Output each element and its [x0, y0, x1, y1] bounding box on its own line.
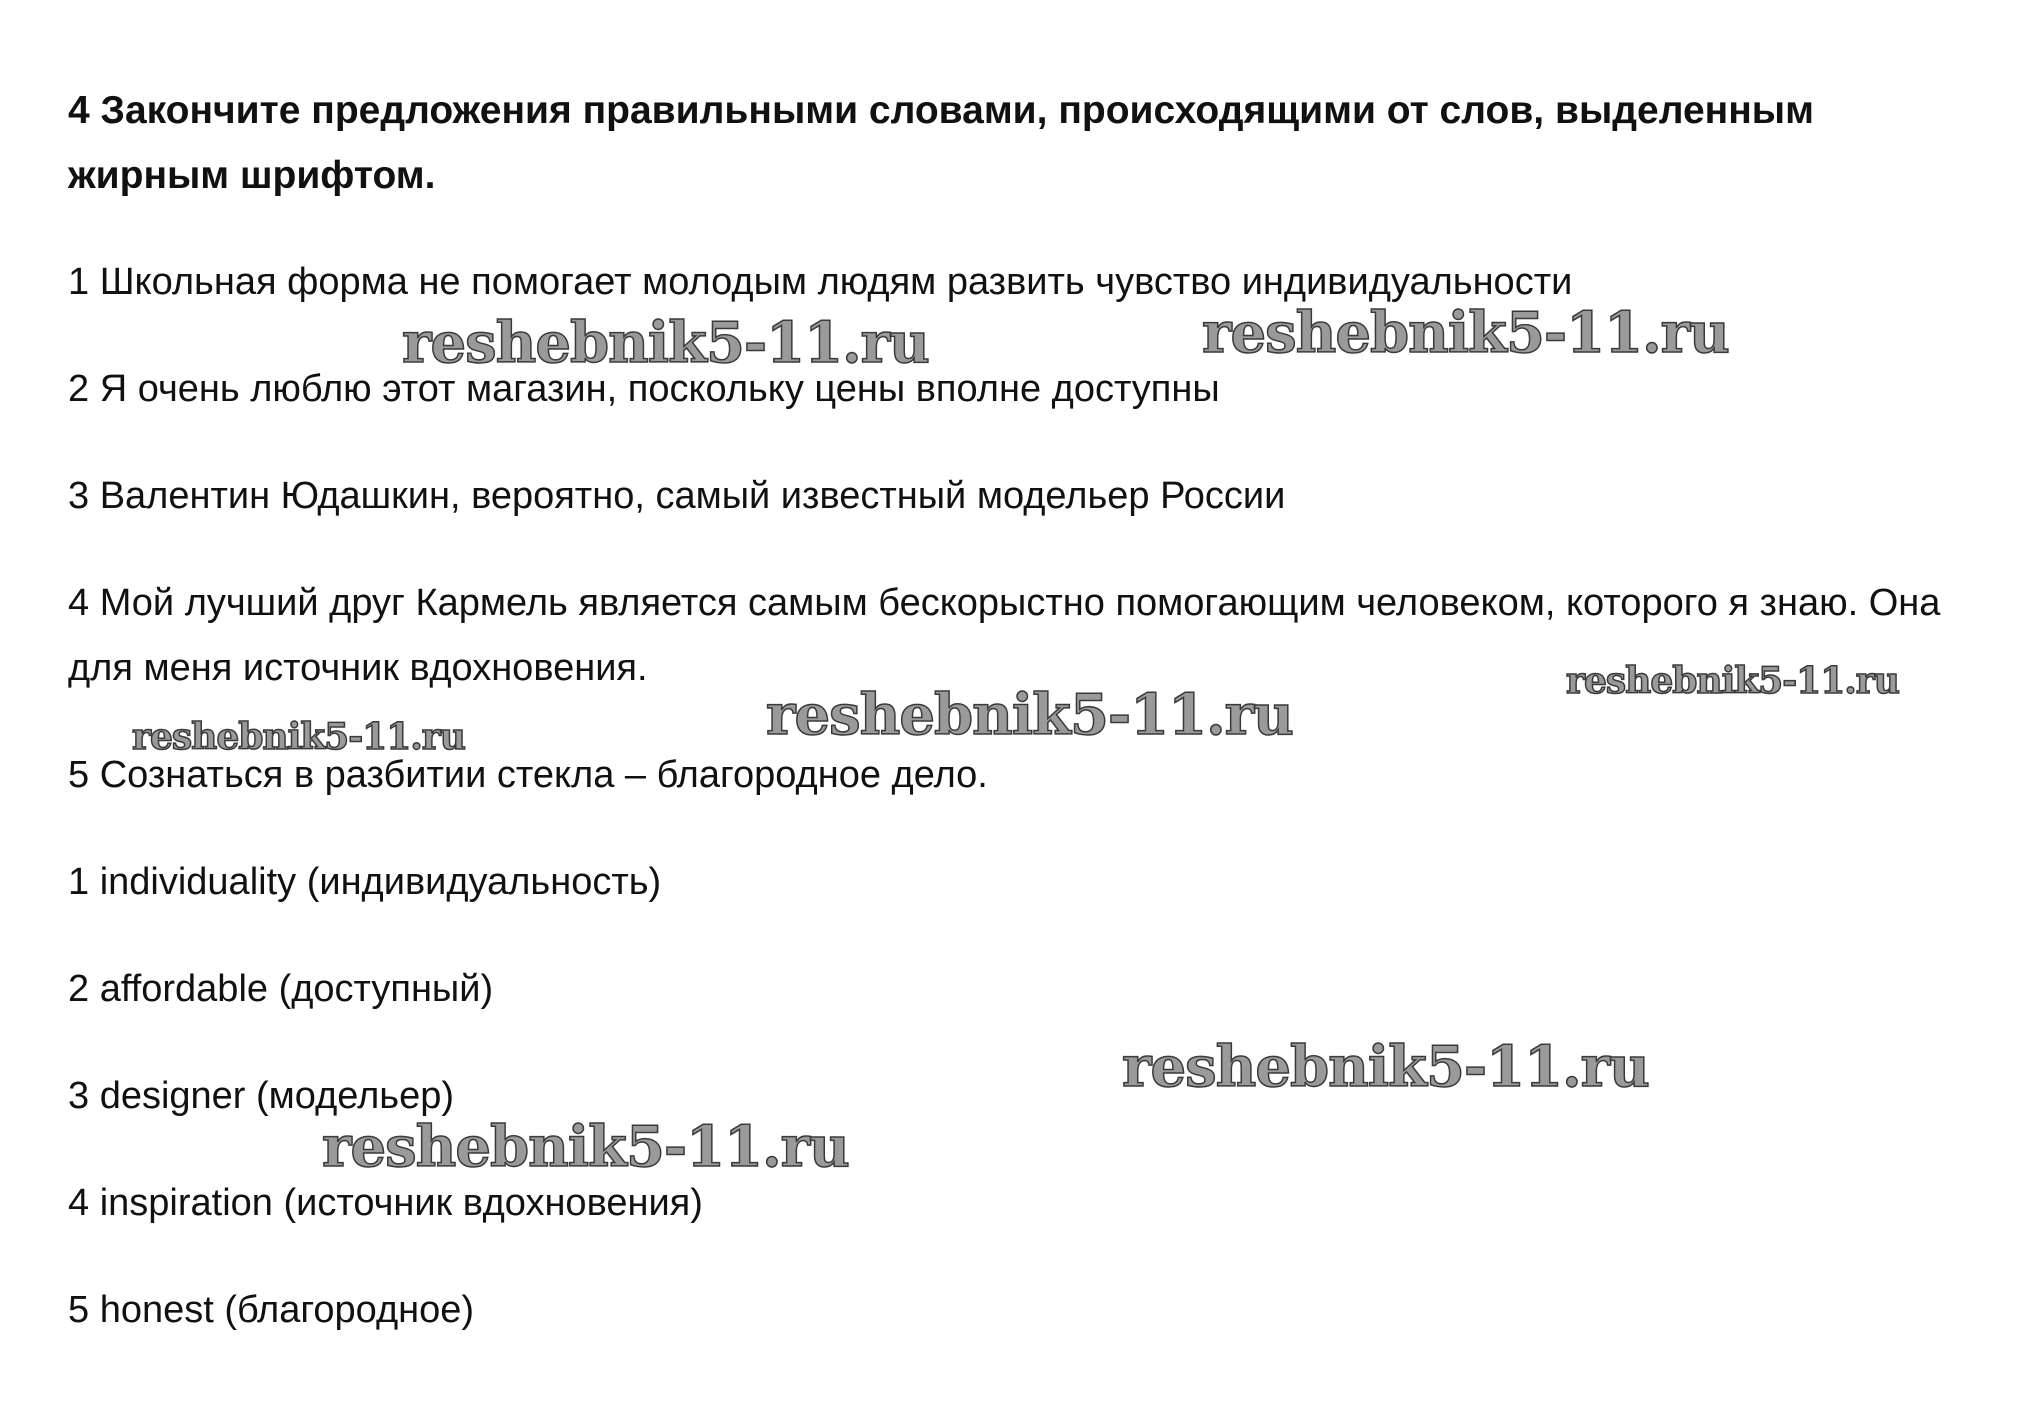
answer-2: 2 affordable (доступный)	[68, 968, 494, 1010]
answer-1: 1 individuality (индивидуальность)	[68, 861, 662, 903]
watermark: reshebnik5-11.ru	[1566, 660, 1899, 702]
answer-4: 4 inspiration (источник вдохновения)	[68, 1182, 703, 1224]
watermark: reshebnik5-11.ru	[132, 716, 465, 758]
sentence-3: 3 Валентин Юдашкин, вероятно, самый известный модельер России	[68, 475, 1286, 517]
task-title: 4 Закончите предложения правильными словами, происходящими от слов, выделенным жирным шрифтом.	[68, 89, 1814, 197]
sentence-4: 4 Мой лучший друг Кармель является самым бескорыстно помогающим человеком, которого я знаю. Она для меня источник вдохновения.	[68, 582, 1941, 689]
answer-5: 5 honest (благородное)	[68, 1289, 475, 1331]
watermark: reshebnik5-11.ru	[1202, 300, 1729, 366]
answer-3: 3 designer (модельер)	[68, 1075, 455, 1117]
watermark: reshebnik5-11.ru	[322, 1114, 849, 1180]
sentence-5: 5 Сознаться в разбитии стекла – благородное дело.	[68, 754, 988, 796]
watermark: reshebnik5-11.ru	[402, 310, 929, 376]
sentence-2: 2 Я очень люблю этот магазин, поскольку цены вполне доступны	[68, 368, 1220, 410]
watermark: reshebnik5-11.ru	[1122, 1034, 1649, 1100]
watermark: reshebnik5-11.ru	[766, 682, 1293, 748]
sentence-1: 1 Школьная форма не помогает молодым людям развить чувство индивидуальности	[68, 261, 1573, 303]
